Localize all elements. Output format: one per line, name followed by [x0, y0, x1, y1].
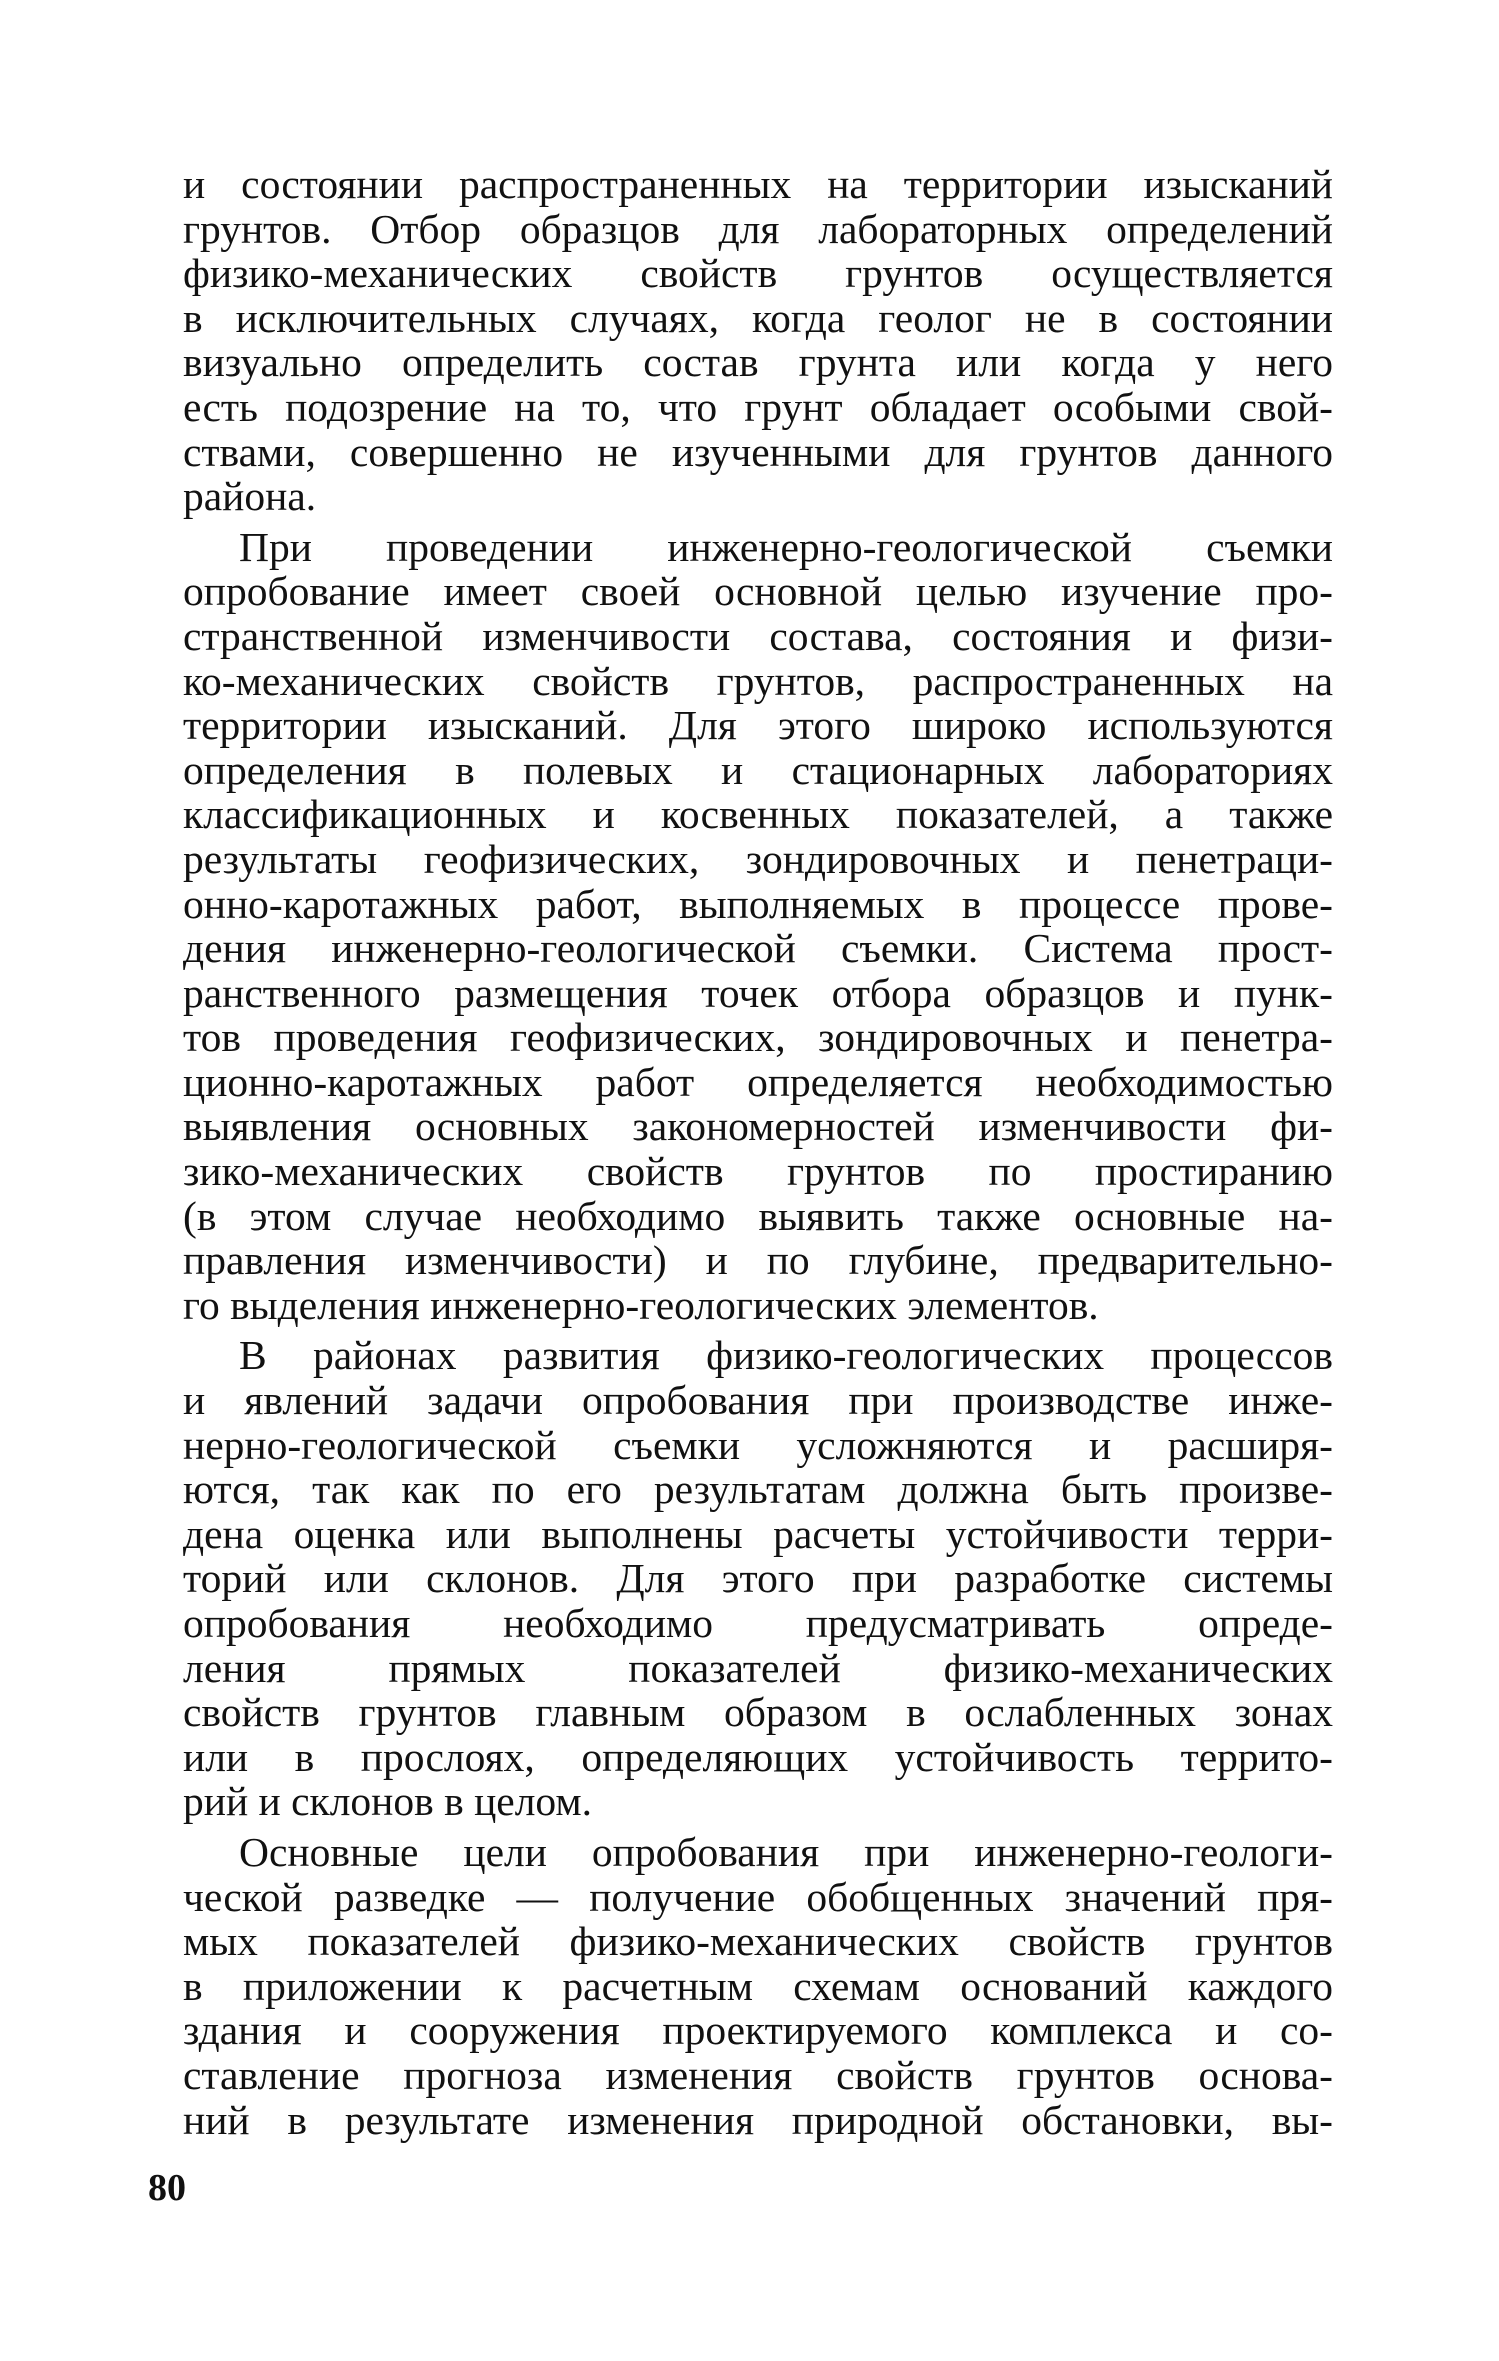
text-line: ранственного размещения точек отбора образцов и пунк- [183, 969, 1333, 1016]
text-line: ставление прогноза изменения свойств грунтов основа- [183, 2051, 1333, 2098]
text-line: ления прямых показателей физико-механических [183, 1644, 1333, 1691]
text-line: определения в полевых и стационарных лабораториях [183, 746, 1333, 793]
text-line: территории изысканий. Для этого широко используются [183, 702, 1333, 749]
body-text [183, 162, 1333, 2142]
text-line: зико-механических свойств грунтов по простиранию [183, 1148, 1333, 1195]
text-line: визуально определить состав грунта или когда у него [183, 339, 1333, 386]
text-line: В районах развития физико-геологических процессов [239, 1332, 1333, 1379]
text-line: дена оценка или выполнены расчеты устойчивости терри- [183, 1510, 1333, 1557]
paragraph [183, 1333, 1333, 1824]
text-line: в приложении к расчетным схемам оснований каждого [183, 1962, 1333, 2009]
text-line: ются, так как по его результатам должна быть произве- [183, 1466, 1333, 1513]
text-line: опробования необходимо предусматривать опреде- [183, 1600, 1333, 1646]
text-line: района. [183, 473, 317, 520]
page-number: 80 [148, 2167, 186, 2209]
text-line: классификационных и косвенных показателей, а также [183, 791, 1333, 838]
text-line: торий или склонов. Для этого при разработке системы [183, 1555, 1333, 1602]
text-line: ческой разведке — получение обобщенных значений пря- [183, 1873, 1333, 1920]
text-line: ционно-каротажных работ определяется необходимостью [183, 1058, 1333, 1105]
paragraph [183, 525, 1333, 1328]
text-line: ствами, совершенно не изученными для грунтов данного [183, 428, 1333, 475]
text-line: есть подозрение на то, что грунт обладает особыми свой- [183, 383, 1333, 430]
text-line: При проведении инженерно-геологической съемки [239, 523, 1333, 570]
text-line: в исключительных случаях, когда геолог не в состоянии [183, 294, 1333, 341]
text-line: дения инженерно-геологической съемки. Система прост- [183, 925, 1333, 972]
text-line: онно-каротажных работ, выполняемых в процессе прове- [183, 880, 1333, 927]
text-line: ний в результате изменения природной обстановки, вы- [183, 2096, 1333, 2143]
text-line: ко-механических свойств грунтов, распространенных на [183, 657, 1333, 704]
text-line: грунтов. Отбор образцов для лабораторных определений [183, 205, 1333, 252]
text-line: свойств грунтов главным образом в ослабленных зонах [183, 1689, 1333, 1736]
text-line: опробование имеет своей основной целью изучение про- [183, 568, 1333, 615]
text-line: и состоянии распространенных на территории изысканий [183, 161, 1333, 207]
text-line: или в прослоях, определяющих устойчивость террито- [183, 1733, 1333, 1780]
text-line: го выделения инженерно-геологических элементов. [183, 1281, 1099, 1328]
text-line: тов проведения геофизических, зондировочных и пенетра- [183, 1014, 1333, 1061]
text-line: рий и склонов в целом. [183, 1778, 593, 1825]
text-line: странственной изменчивости состава, состояния и физи- [183, 612, 1333, 659]
text-line: здания и сооружения проектируемого комплекса и со- [183, 2007, 1333, 2054]
text-line: правления изменчивости) и по глубине, предварительно- [183, 1237, 1333, 1284]
text-line: результаты геофизических, зондировочных и пенетраци- [183, 835, 1333, 882]
text-line: нерно-геологической съемки усложняются и расширя- [183, 1421, 1333, 1468]
text-line: физико-механических свойств грунтов осуществляется [183, 250, 1333, 297]
text-line: мых показателей физико-механических свойств грунтов [183, 1918, 1333, 1965]
text-line: и явлений задачи опробования при производстве инже- [183, 1377, 1333, 1424]
text-line: Основные цели опробования при инженерно-геологи- [239, 1828, 1333, 1875]
paragraph [183, 162, 1333, 519]
text-line: (в этом случае необходимо выявить также основные на- [183, 1192, 1333, 1239]
text-line: выявления основных закономерностей изменчивости фи- [183, 1103, 1333, 1150]
paragraph [183, 1830, 1333, 2142]
